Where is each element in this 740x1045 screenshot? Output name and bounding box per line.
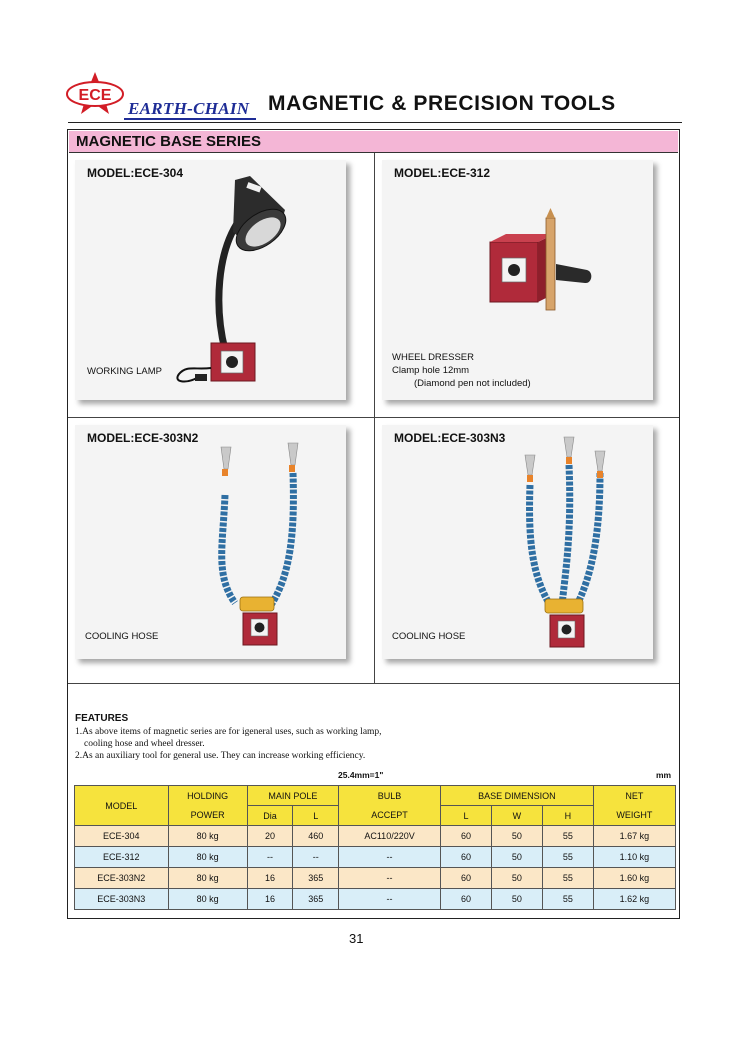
cell-base-height: 55 [542, 868, 593, 889]
feature-line: 2.As an auxiliary tool for general use. They can increase working efficiency. [75, 751, 366, 761]
product-card-ece-303n2 [75, 425, 346, 659]
brand-underline [124, 118, 256, 120]
cell-weight: 1.10 kg [593, 847, 675, 868]
product-caption: COOLING HOSE [85, 631, 159, 642]
cell-base-height: 55 [542, 847, 593, 868]
product-caption: WHEEL DRESSER [392, 352, 474, 363]
cell-base-width: 50 [491, 889, 542, 910]
feature-line: cooling hose and wheel dresser. [84, 739, 205, 749]
unit-label: mm [656, 770, 672, 780]
header-rule [68, 122, 682, 123]
cell-bulb: -- [339, 847, 441, 868]
features-title: FEATURES [75, 713, 129, 724]
col-header-accept: ACCEPT [339, 806, 441, 826]
cell-base-length: 60 [440, 826, 491, 847]
cell-dia: 20 [247, 826, 293, 847]
col-header-model: MODEL [75, 786, 169, 826]
cell-dia: 16 [247, 868, 293, 889]
cell-power: 80 kg [168, 889, 247, 910]
cell-base-height: 55 [542, 889, 593, 910]
col-header-base-height: H [542, 806, 593, 826]
spec-table [74, 785, 676, 910]
cell-power: 80 kg [168, 868, 247, 889]
product-card-ece-303n3 [382, 425, 653, 659]
col-header-dia: Dia [247, 806, 293, 826]
cell-weight: 1.62 kg [593, 889, 675, 910]
row-divider [68, 417, 679, 418]
vertical-divider [374, 153, 375, 683]
product-caption-detail: Clamp hole 12mm [392, 365, 470, 376]
col-header-weight: WEIGHT [593, 806, 675, 826]
cell-model: ECE-303N2 [75, 868, 169, 889]
working-lamp-image [75, 160, 346, 400]
col-header-base-width: W [491, 806, 542, 826]
cell-base-width: 50 [491, 826, 542, 847]
cell-dia: -- [247, 847, 293, 868]
cell-dia: 16 [247, 889, 293, 910]
cell-base-width: 50 [491, 868, 542, 889]
cell-bulb: -- [339, 868, 441, 889]
table-header-row [75, 786, 676, 806]
model-label: MODEL:ECE-304 [87, 166, 184, 180]
cell-model: ECE-312 [75, 847, 169, 868]
cell-base-width: 50 [491, 847, 542, 868]
col-header-main-pole: MAIN POLE [247, 786, 339, 806]
series-bar [69, 131, 678, 153]
page-number: 31 [349, 931, 364, 946]
table-row [75, 847, 676, 868]
cell-bulb: AC110/220V [339, 826, 441, 847]
section-divider [68, 683, 679, 684]
col-header-net: NET [593, 786, 675, 806]
cell-pole-length: 460 [293, 826, 339, 847]
product-caption-note: (Diamond pen not included) [414, 378, 531, 389]
cell-base-length: 60 [440, 868, 491, 889]
cell-weight: 1.60 kg [593, 868, 675, 889]
model-label: MODEL:ECE-303N3 [394, 431, 506, 445]
unit-conversion: 25.4mm=1" [338, 770, 384, 780]
col-header-pole-length: L [293, 806, 339, 826]
cooling-hose-3-image [382, 425, 653, 659]
cell-base-length: 60 [440, 889, 491, 910]
col-header-base-dimension: BASE DIMENSION [440, 786, 593, 806]
table-row [75, 868, 676, 889]
cell-pole-length: 365 [293, 889, 339, 910]
cell-pole-length: -- [293, 847, 339, 868]
brand-name: EARTH-CHAIN [128, 99, 250, 118]
ece-logo [65, 70, 125, 118]
table-row [75, 889, 676, 910]
cell-base-height: 55 [542, 826, 593, 847]
cell-model: ECE-304 [75, 826, 169, 847]
product-caption: COOLING HOSE [392, 631, 466, 642]
col-header-bulb: BULB [339, 786, 441, 806]
features-list [75, 726, 382, 762]
cell-model: ECE-303N3 [75, 889, 169, 910]
col-header-base-length: L [440, 806, 491, 826]
col-header-power: POWER [168, 806, 247, 826]
table-row [75, 826, 676, 847]
cell-pole-length: 365 [293, 868, 339, 889]
model-label: MODEL:ECE-303N2 [87, 431, 199, 445]
cell-weight: 1.67 kg [593, 826, 675, 847]
cell-power: 80 kg [168, 847, 247, 868]
cell-power: 80 kg [168, 826, 247, 847]
product-card-ece-304 [75, 160, 346, 400]
logo-text: ECE [78, 87, 112, 104]
cell-bulb: -- [339, 889, 441, 910]
cooling-hose-2-image [75, 425, 346, 659]
series-title: MAGNETIC BASE SERIES [76, 133, 262, 150]
feature-line: 1.As above items of magnetic series are for igeneral uses, such as working lamp, [75, 727, 382, 737]
model-label: MODEL:ECE-312 [394, 166, 491, 180]
product-card-ece-312 [382, 160, 653, 400]
product-caption: WORKING LAMP [87, 366, 162, 377]
col-header-holding: HOLDING [168, 786, 247, 806]
page-title: MAGNETIC & PRECISION TOOLS [268, 92, 616, 115]
cell-base-length: 60 [440, 847, 491, 868]
